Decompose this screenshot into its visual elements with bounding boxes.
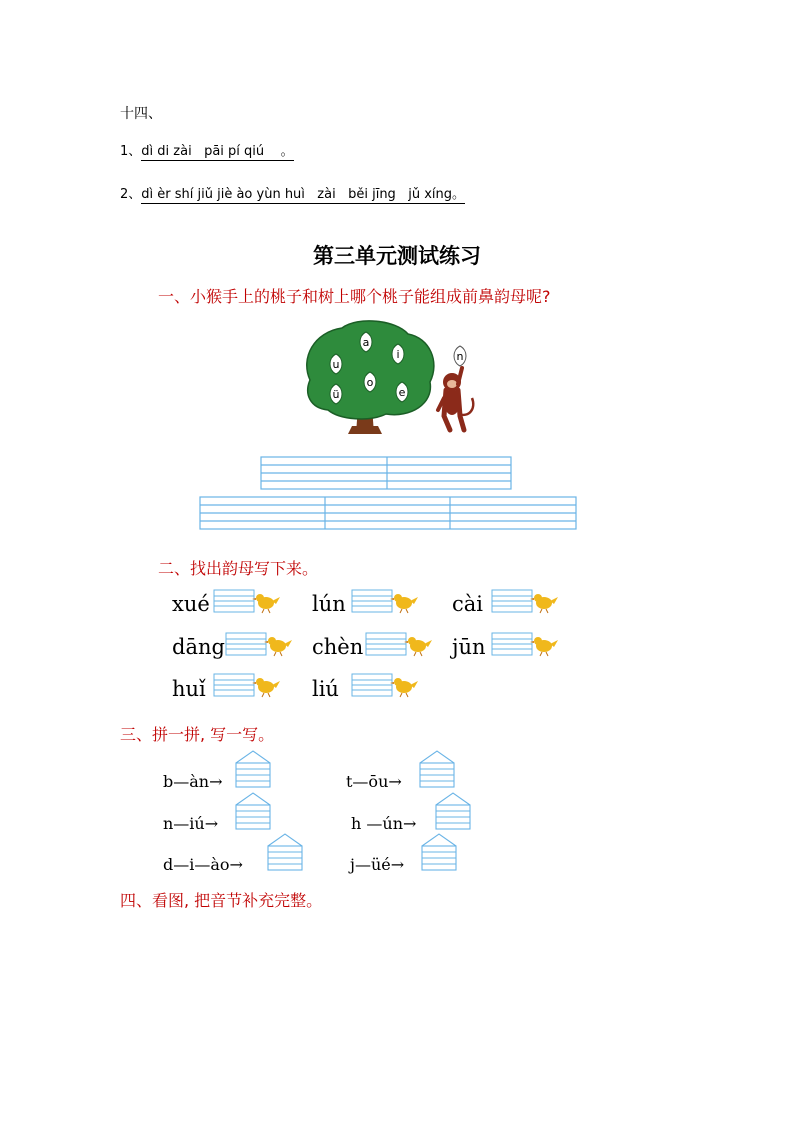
house-box-ban — [236, 751, 270, 787]
house-box-niu — [236, 793, 270, 829]
tree-peach-o — [364, 372, 376, 392]
combine-item-tou: t—ōu→ — [346, 772, 402, 791]
syllable-lun: lún — [312, 592, 346, 616]
tree-peach-a — [360, 332, 372, 352]
tree-peach-i — [392, 344, 404, 364]
answer-line-2-text: dì èr shí jiǔ jiè ào yùn huì zài běi jīng jǔ xíng。 — [141, 187, 465, 202]
svg-text:a: a — [362, 336, 370, 349]
syllable-jun: jūn — [452, 635, 486, 659]
svg-text:o: o — [366, 376, 374, 389]
answer-box-liu — [352, 674, 418, 697]
house-box-hun — [436, 793, 470, 829]
syllable-hui: huǐ — [172, 677, 206, 701]
syllable-dang: dāng — [172, 635, 225, 659]
answer-box-chen — [366, 633, 432, 656]
monkey-illustration — [438, 346, 473, 430]
answer-box-xue — [214, 590, 280, 613]
combine-item-diao: d—i—ào→ — [163, 855, 243, 874]
answer-line-2 — [120, 183, 465, 202]
combine-item-niu: n—iú→ — [163, 814, 219, 833]
question-1-text: 一、小猴手上的桃子和树上哪个桃子能组成前鼻韵母呢? — [158, 287, 551, 306]
question-4-text: 四、看图, 把音节补充完整。 — [120, 891, 323, 910]
syllable-liu: liú — [312, 677, 339, 701]
answer-line-1 — [120, 140, 294, 159]
answer-box-dang — [226, 633, 292, 656]
answer-grid-row-1[interactable] — [260, 456, 514, 492]
answer-box-cai — [492, 590, 558, 613]
combine-item-ban: b—àn→ — [163, 772, 223, 791]
question-2-text: 二、找出韵母写下来。 — [158, 559, 319, 578]
svg-text:e: e — [398, 386, 406, 399]
tree-peach-u-umlaut — [330, 384, 342, 404]
section-14-label: 十四、 — [120, 106, 162, 122]
answer-line-1-number: 1、 — [120, 144, 142, 159]
answer-box-jun — [492, 633, 558, 656]
answer-grid-row-2[interactable] — [199, 496, 579, 532]
svg-text:i: i — [396, 348, 400, 361]
peach-tree-illustration — [300, 318, 500, 438]
answer-box-lun — [352, 590, 418, 613]
syllable-cai: cài — [452, 592, 483, 616]
syllable-chen: chèn — [312, 635, 364, 659]
house-box-diao — [268, 834, 302, 870]
tree-peach-e — [396, 382, 408, 402]
page-title: 第三单元测试练习 — [313, 244, 481, 268]
combine-item-hun: h —ún→ — [351, 814, 417, 833]
question-3-text: 三、拼一拼, 写一写。 — [120, 725, 275, 744]
answer-box-hui — [214, 674, 280, 697]
answer-line-1-text: dì di zài pāi pí qiú 。 — [141, 144, 294, 159]
house-box-tou — [420, 751, 454, 787]
house-box-jue — [422, 834, 456, 870]
answer-line-2-number: 2、 — [120, 187, 142, 202]
tree-peach-u — [330, 354, 342, 374]
svg-text:n: n — [456, 350, 464, 363]
combine-item-jue: j—üé→ — [350, 855, 405, 874]
svg-text:u: u — [332, 358, 340, 371]
syllable-xue: xué — [172, 592, 210, 616]
svg-text:ü: ü — [332, 388, 340, 401]
